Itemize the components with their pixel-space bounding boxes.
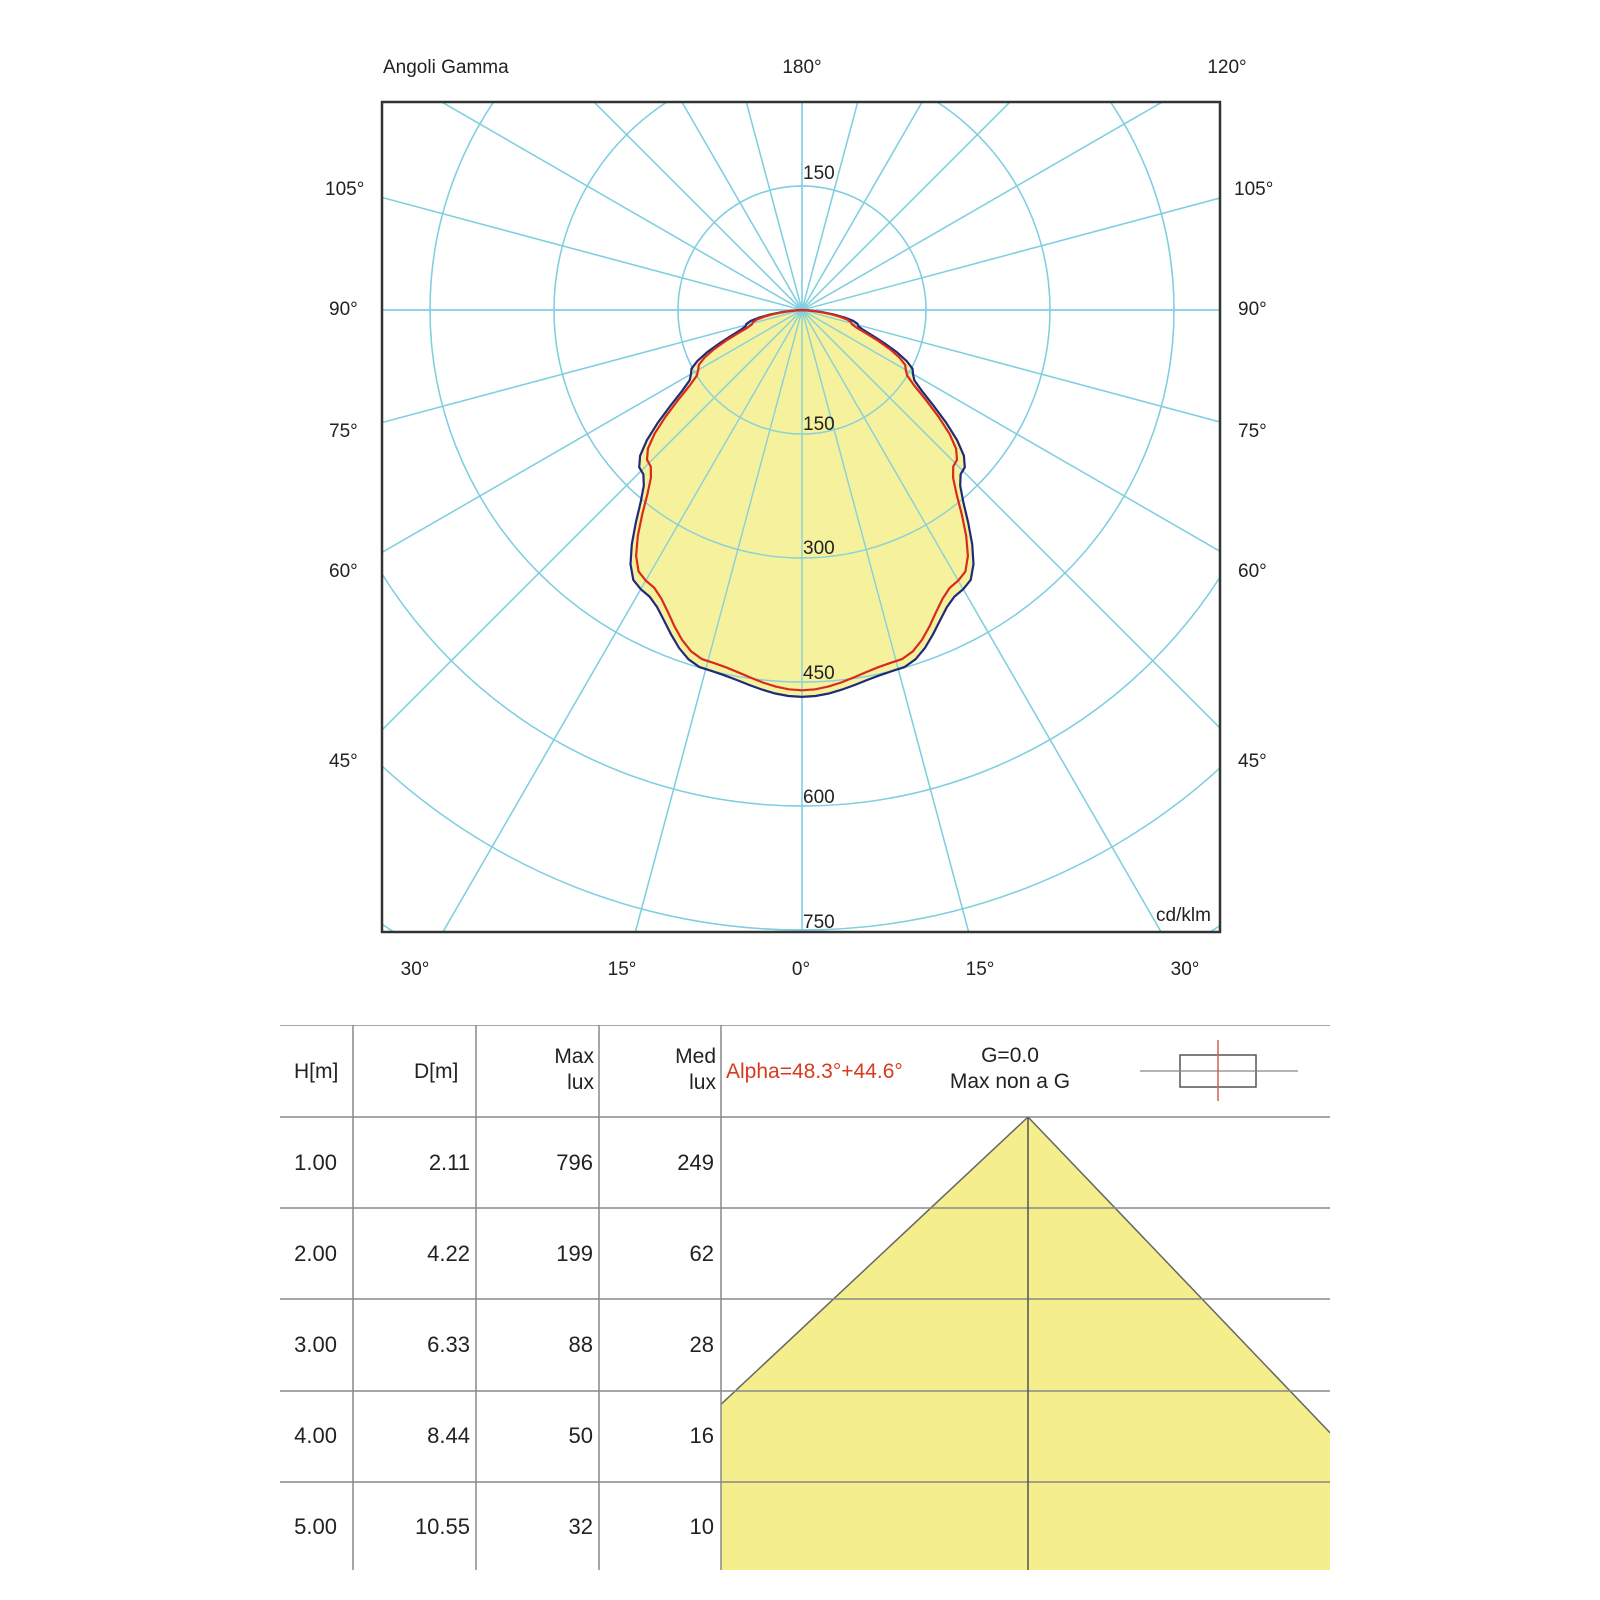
grid-radial-195 <box>0 0 802 310</box>
g-label-line1: G=0.0 <box>981 1044 1039 1067</box>
cell-med-row-3: 28 <box>689 1332 714 1357</box>
right-label-75: 75° <box>1238 421 1267 442</box>
cell-max-row-4: 50 <box>568 1423 593 1449</box>
right-label-90: 90° <box>1238 299 1267 320</box>
grid-radial-225 <box>0 0 802 310</box>
cell-med-row-2: 62 <box>689 1240 714 1266</box>
top-label-180: 180° <box>782 57 822 78</box>
grid-radial-330 <box>802 0 1600 310</box>
cell-h-row-5: 5.00 <box>294 1514 337 1540</box>
left-label-105: 105° <box>325 179 365 200</box>
grid-radial-345 <box>802 0 1600 310</box>
radial-label-750: 750 <box>803 912 835 933</box>
left-label-60: 60° <box>329 561 358 582</box>
grid-radial-330 <box>802 0 1600 310</box>
grid-radial-300 <box>802 0 1502 310</box>
header-med-lux <box>666 1044 716 1096</box>
alpha-label: Alpha=48.3°+44.6° <box>726 1060 903 1083</box>
radial-label-450: 450 <box>803 663 835 684</box>
cell-h-row-4: 4.00 <box>294 1423 337 1449</box>
bottom-label-0: 0° <box>791 959 811 980</box>
cell-d-row-2: 4.22 <box>427 1240 470 1266</box>
grid-radial-210 <box>0 0 802 310</box>
light-cone <box>721 1117 1330 1570</box>
g-symbol-icon <box>1140 1040 1298 1101</box>
unit-label: cd/klm <box>1156 905 1211 926</box>
light-cone-fill <box>721 1117 1330 1570</box>
grid-radial-345 <box>802 0 1600 310</box>
grid-radial-195 <box>0 0 802 310</box>
grid-radial-285 <box>802 0 1164 310</box>
cell-d-row-5: 10.55 <box>414 1514 470 1540</box>
grid-radial-315 <box>802 0 1600 310</box>
top-label-120: 120° <box>1207 57 1247 78</box>
cell-med-row-1: 249 <box>677 1149 714 1175</box>
cell-h-row-2: 2.00 <box>294 1240 337 1266</box>
cell-med-row-5: 10 <box>689 1514 714 1540</box>
grid-radial-225 <box>0 0 802 310</box>
header-med-line2: lux <box>689 1071 716 1094</box>
left-label-90: 90° <box>329 299 358 320</box>
cell-d-row-1: 2.11 <box>428 1149 470 1175</box>
grid-radial-300 <box>802 0 1502 310</box>
radial-label-top-150: 150 <box>803 163 835 184</box>
header-max-line2: lux <box>567 1071 594 1094</box>
left-label-45: 45° <box>329 751 358 772</box>
grid-radial-315 <box>802 0 1600 310</box>
radial-label-600: 600 <box>803 787 835 808</box>
grid-radial-240 <box>102 0 802 310</box>
right-label-60: 60° <box>1238 561 1267 582</box>
polar-title: Angoli Gamma <box>383 57 509 78</box>
cell-d-row-4: 8.44 <box>427 1423 470 1449</box>
grid-radial-210 <box>0 0 802 310</box>
illuminance-table-graphic <box>280 1025 1330 1570</box>
bottom-label-15-left: 15° <box>607 959 637 980</box>
g-label-line2: Max non a G <box>949 1070 1071 1093</box>
header-max-line1: Max <box>554 1045 594 1068</box>
bottom-label-30-right: 30° <box>1170 959 1200 980</box>
cell-h-row-1: 1.00 <box>294 1149 337 1175</box>
cell-max-row-3: 88 <box>568 1332 593 1357</box>
illuminance-table <box>280 1025 1330 1570</box>
header-h: H[m] <box>294 1060 339 1083</box>
header-med-line1: Med <box>675 1045 716 1068</box>
right-label-105: 105° <box>1234 179 1274 200</box>
cell-max-row-2: 199 <box>556 1240 593 1266</box>
bottom-label-15-right: 15° <box>965 959 995 980</box>
cell-d-row-3: 6.33 <box>427 1332 470 1357</box>
g-label <box>935 1043 1085 1095</box>
grid-radial-285 <box>802 0 1164 310</box>
left-label-75: 75° <box>329 421 358 442</box>
cell-med-row-4: 16 <box>689 1423 714 1449</box>
grid-radial-255 <box>440 0 802 310</box>
radial-label-150: 150 <box>803 414 835 435</box>
radial-label-300: 300 <box>803 538 835 559</box>
header-max-lux <box>544 1044 594 1096</box>
grid-radial-240 <box>102 0 802 310</box>
grid-radial-255 <box>440 0 802 310</box>
right-label-45: 45° <box>1238 751 1267 772</box>
bottom-label-30-left: 30° <box>400 959 430 980</box>
header-d: D[m] <box>414 1060 459 1083</box>
cell-max-row-1: 796 <box>556 1149 593 1175</box>
cell-max-row-5: 32 <box>568 1514 593 1540</box>
cell-h-row-3: 3.00 <box>294 1332 337 1357</box>
